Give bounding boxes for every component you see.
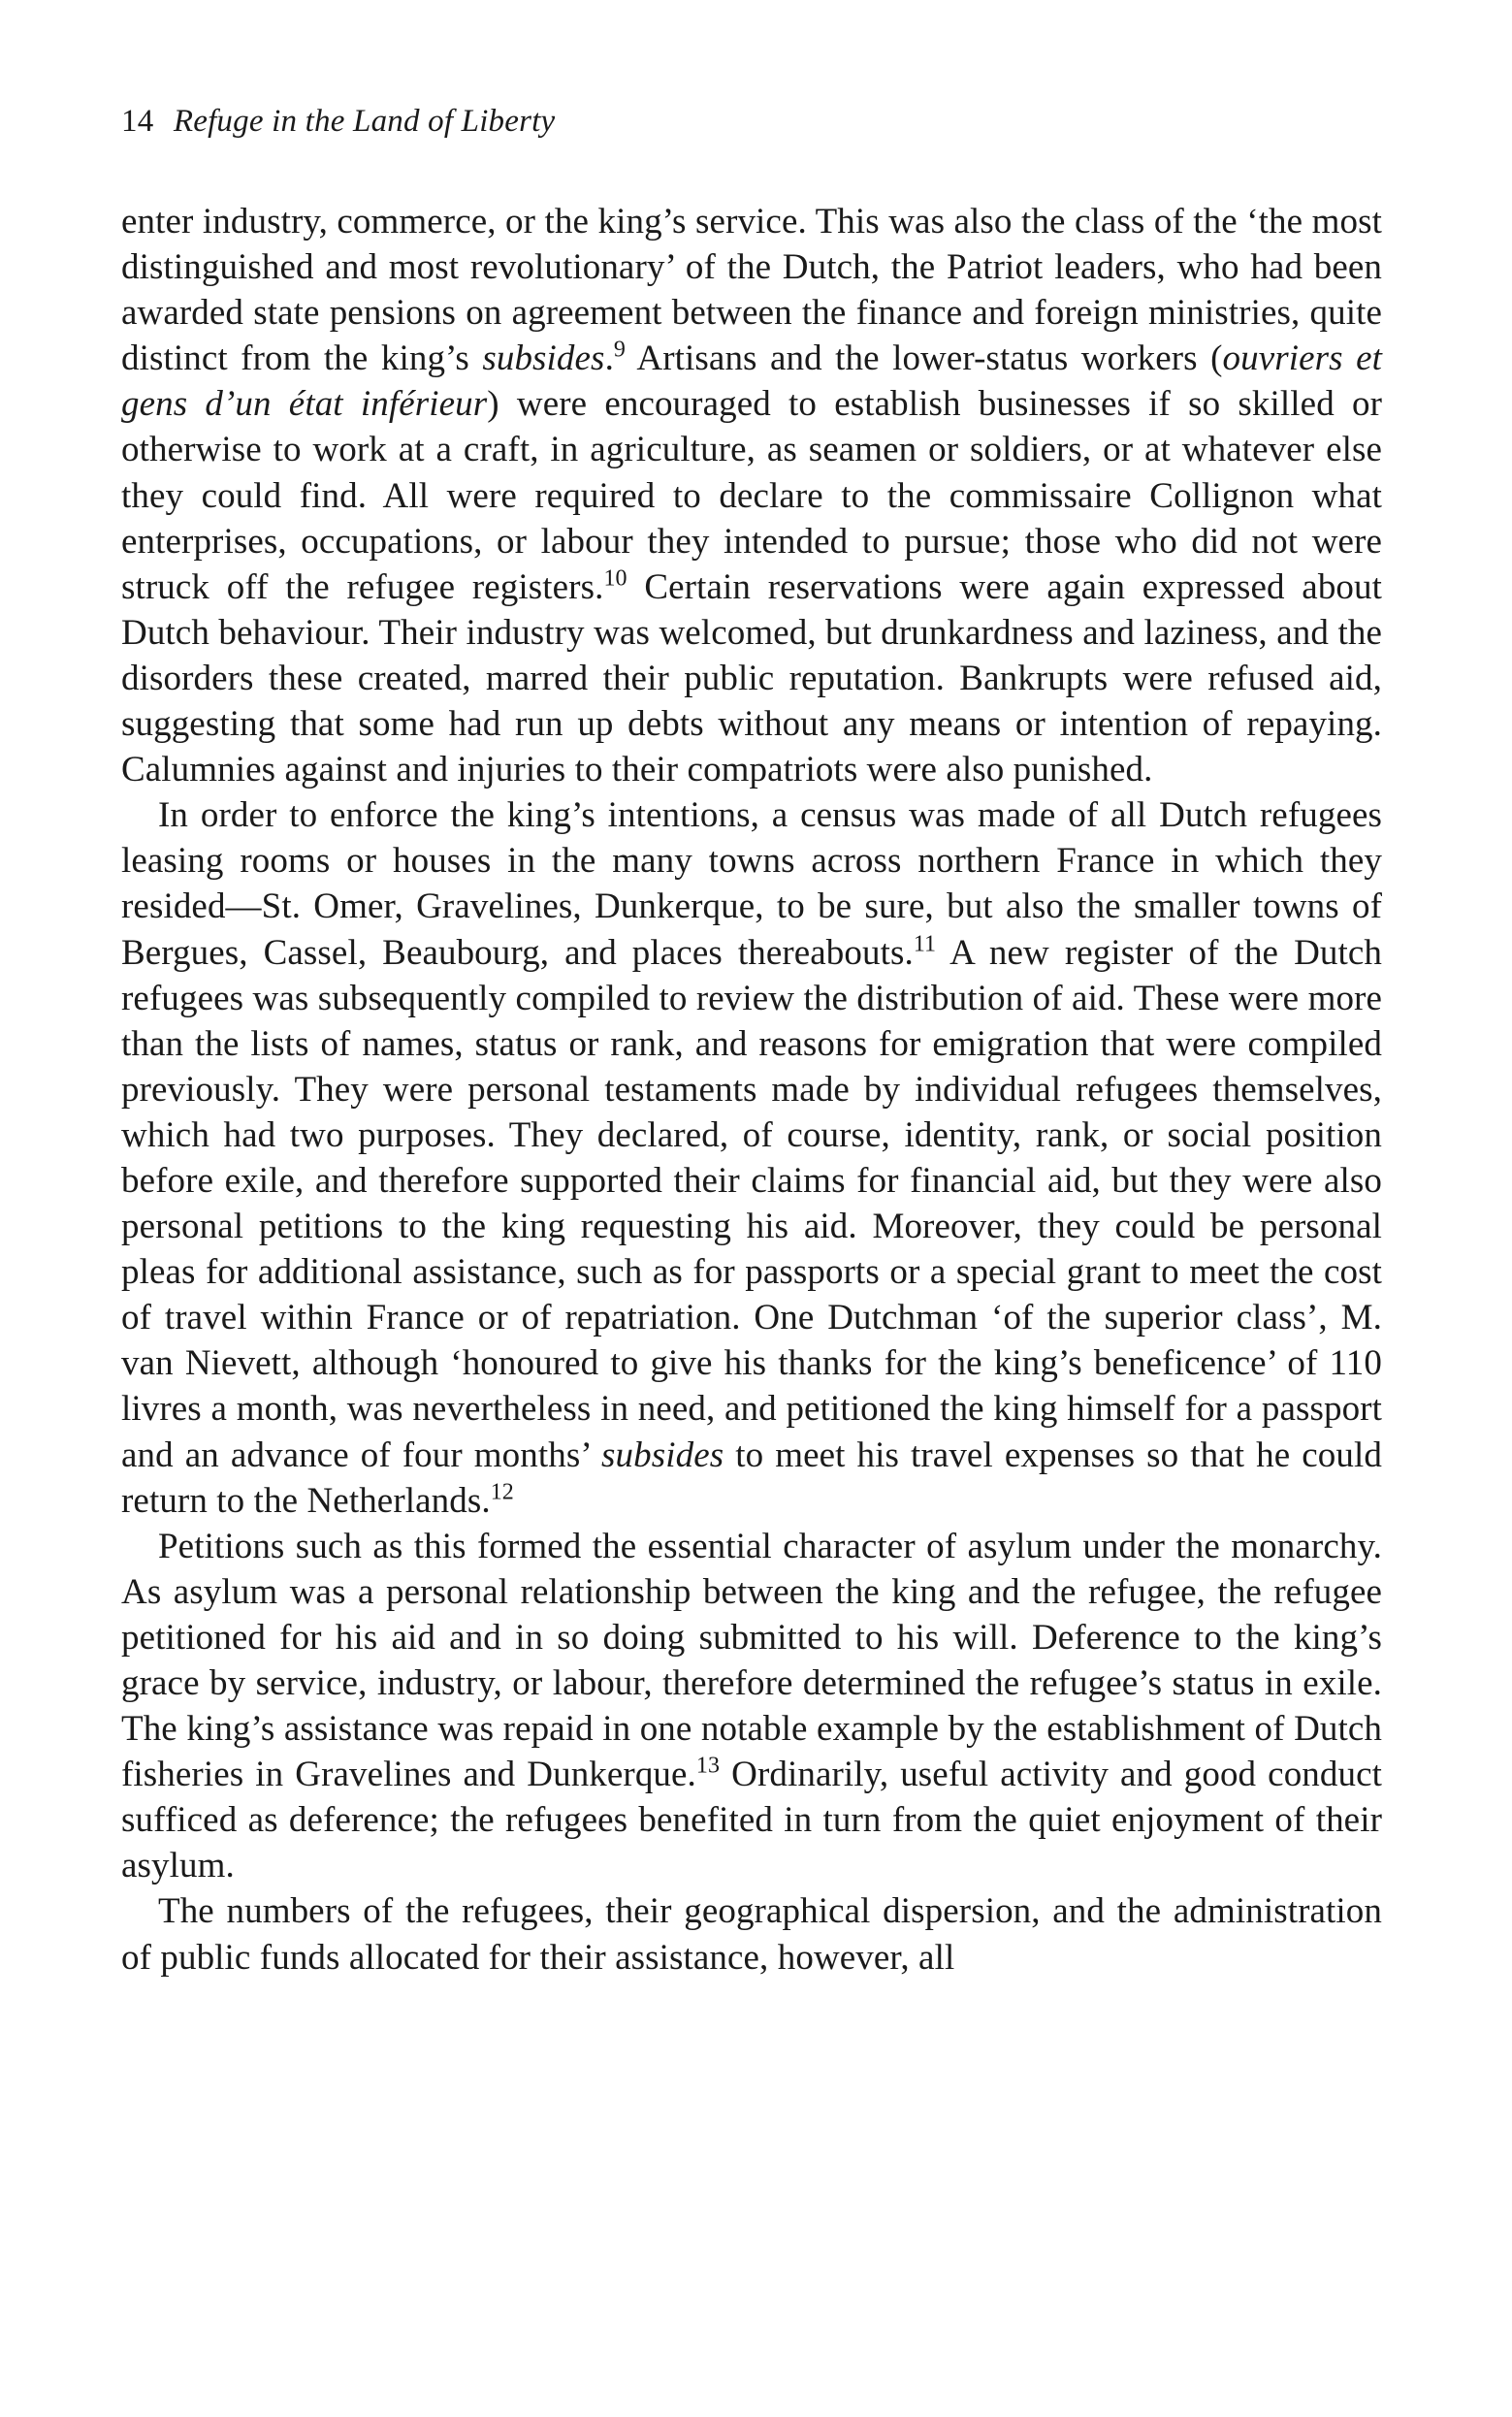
text-run: enter industry, commerce, or the king’s service. This was also the class of the ‘the most distinguished and most revolutionary’ of the Dutch, the Patriot leaders, who had been awarded state pensions on agreement between the finance and foreign ministries, quite distinct from the king’s	[121, 202, 1382, 379]
book-page	[121, 102, 1382, 1981]
text-run: The numbers of the refugees, their geographical dispersion, and the administration of public funds allocated for their assistance, however, all	[121, 1891, 1382, 1978]
paragraph-1	[121, 199, 1382, 792]
text-run: Ordinarily, useful activity and good conduct sufficed as deference; the refugees benefited in turn from the quiet enjoyment of their asylum.	[121, 1755, 1382, 1886]
text-run: Petitions such as this formed the essential character of asylum under the monarchy. As asylum was a personal relationship between the king and the refugee, the refugee petitioned for his aid and in so doing submitted to his will. Deference to the king’s grace by service, industry, or labour, therefore determined the refugee’s status in exile. The king’s assistance was repaid in one notable example by the establishment of Dutch fisheries in Gravelines and Dunkerque.	[121, 1526, 1382, 1795]
paragraph-4	[121, 1888, 1382, 1980]
footnote-marker[interactable]: 12	[490, 1479, 514, 1505]
text-run: In order to enforce the king’s intentions, a census was made of all Dutch refugees leasing rooms or houses in the many towns across northern France in which they resided—St. Omer, Gravelines, Dunkerque, to be sure, but also the smaller towns of Bergues, Cassel, Beaubourg, and places thereabouts.	[121, 795, 1382, 973]
footnote-marker[interactable]: 9	[613, 337, 627, 363]
text-run: to meet his travel expenses so that he could return to the Netherlands.	[121, 1434, 1382, 1521]
footnote-marker[interactable]: 13	[695, 1753, 721, 1779]
body-text	[121, 199, 1382, 1981]
italic-text: ouvriers et gens d’un état inférieur	[121, 338, 1383, 425]
footnote-marker[interactable]: 10	[603, 565, 627, 592]
text-run: A new register of the Dutch refugees was subsequently compiled to review the distribution of aid. These were more than the lists of names, status or rank, and reasons for emigration that were compiled previously. They were personal testaments made by individual refugees themselves, which had two purposes. They declared, of course, identity, rank, or social position before exile, and therefore supported their claims for financial aid, but they were also personal petitions to the king requesting his aid. Moreover, they could be personal pleas for additional assistance, such as for passports or a special grant to meet the cost of travel within France or of repatriation. One Dutchman ‘of the superior class’, M. van Nievett, although ‘honoured to give his thanks for the king’s beneficence’ of 110 livres a month, was nevertheless in need, and petitioned the king himself for a passport and an advance of four months’	[121, 932, 1382, 1475]
text-run: Artisans and the lower-status workers (	[626, 338, 1223, 379]
text-run: .	[604, 338, 614, 379]
footnote-marker[interactable]: 11	[913, 931, 937, 957]
text-run: Certain reservations were again expressed about Dutch behaviour. Their industry was welcomed, but drunkardness and laziness, and the disorders these created, marred their public reputation. Bankrupts were refused aid, suggesting that some had run up debts without any means or intention of repaying. Calumnies against and injuries to their compatriots were also punished.	[121, 566, 1382, 790]
italic-text: subsides	[482, 338, 605, 379]
paragraph-3	[121, 1524, 1382, 1889]
italic-text: subsides	[601, 1434, 724, 1475]
running-head	[121, 102, 1382, 141]
paragraph-2	[121, 792, 1382, 1524]
running-title: Refuge in the Land of Liberty	[173, 104, 556, 139]
page-number: 14	[121, 104, 154, 139]
text-run: ) were encouraged to establish businesses if so skilled or otherwise to work at a craft, in agriculture, as seamen or soldiers, or at whatever else they could find. All were required to declare to the commissaire Collignon what enterprises, occupations, or labour they intended to pursue; those who did not were struck off the refugee registers.	[121, 384, 1382, 607]
